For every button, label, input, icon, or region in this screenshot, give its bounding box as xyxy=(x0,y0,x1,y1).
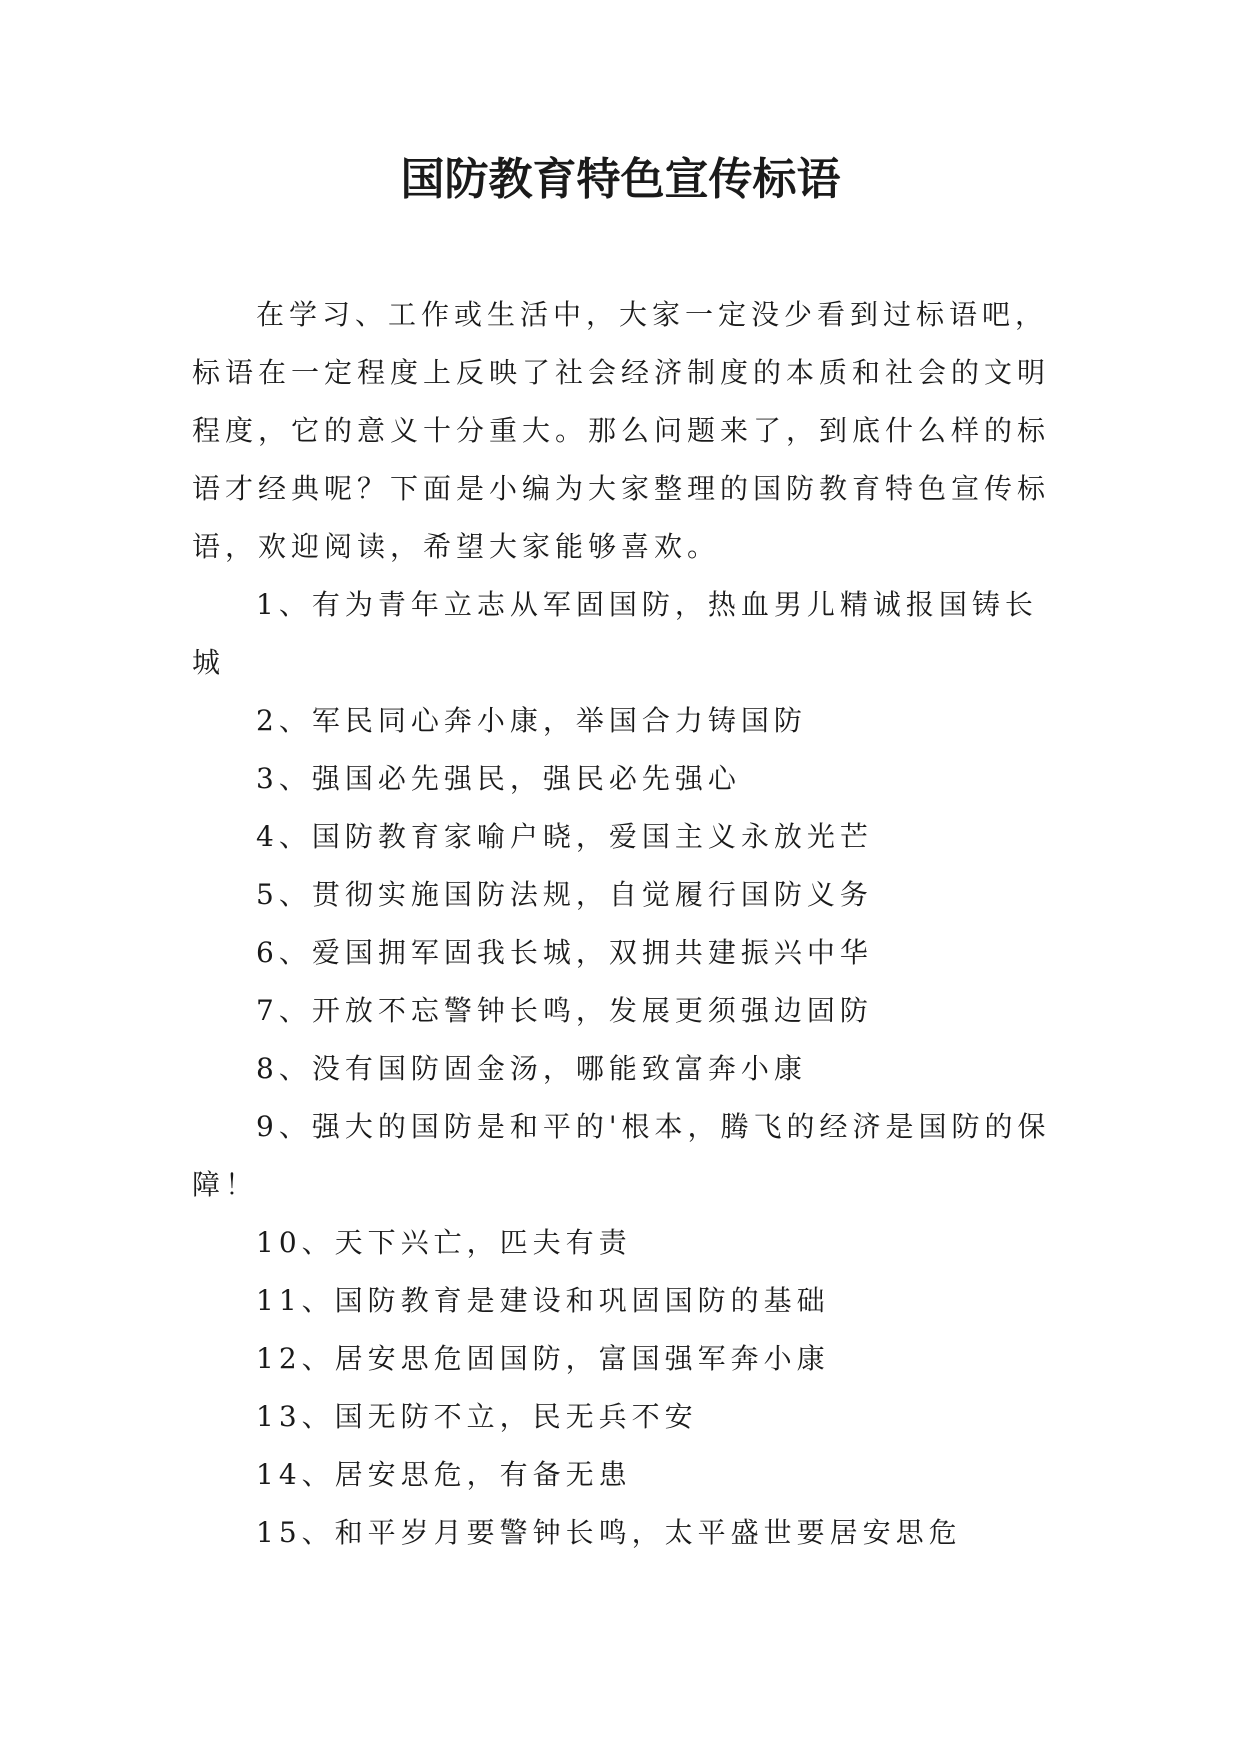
slogan-item: 6、爱国拥军固我长城，双拥共建振兴中华 xyxy=(256,936,873,969)
slogan-item: 14、居安思危，有备无患 xyxy=(256,1458,632,1491)
slogan-item: 5、贯彻实施国防法规，自觉履行国防义务 xyxy=(256,878,873,911)
slogan-list xyxy=(192,576,1062,1562)
slogan-item: 2、军民同心奔小康，举国合力铸国防 xyxy=(256,704,807,737)
slogan-item: 7、开放不忘警钟长鸣，发展更须强边固防 xyxy=(256,994,873,1027)
slogan-item: 13、国无防不立，民无兵不安 xyxy=(256,1400,698,1433)
document-body xyxy=(192,286,1062,1562)
slogan-item: 9、强大的国防是和平的'根本，腾飞的经济是国防的保障！ xyxy=(192,1110,1051,1201)
slogan-item: 4、国防教育家喻户晓，爱国主义永放光芒 xyxy=(256,820,873,853)
slogan-item: 15、和平岁月要警钟长鸣，太平盛世要居安思危 xyxy=(256,1516,962,1549)
document-title: 国防教育特色宣传标语 xyxy=(400,154,841,205)
slogan-item: 11、国防教育是建设和巩固国防的基础 xyxy=(256,1284,830,1317)
slogan-item: 10、天下兴亡，匹夫有责 xyxy=(256,1226,632,1259)
slogan-item: 1、有为青年立志从军固国防，热血男儿精诚报国铸长城 xyxy=(192,588,1038,679)
intro-paragraph: 在学习、工作或生活中，大家一定没少看到过标语吧，标语在一定程度上反映了社会经济制度的本质和社会的文明程度，它的意义十分重大。那么问题来了，到底什么样的标语才经典呢？下面是小编为大家整理的国防教育特色宣传标语，欢迎阅读，希望大家能够喜欢。 xyxy=(192,298,1051,563)
slogan-item: 12、居安思危固国防，富国强军奔小康 xyxy=(256,1342,830,1375)
slogan-item: 3、强国必先强民，强民必先强心 xyxy=(256,762,741,795)
slogan-item: 8、没有国防固金汤，哪能致富奔小康 xyxy=(256,1052,807,1085)
